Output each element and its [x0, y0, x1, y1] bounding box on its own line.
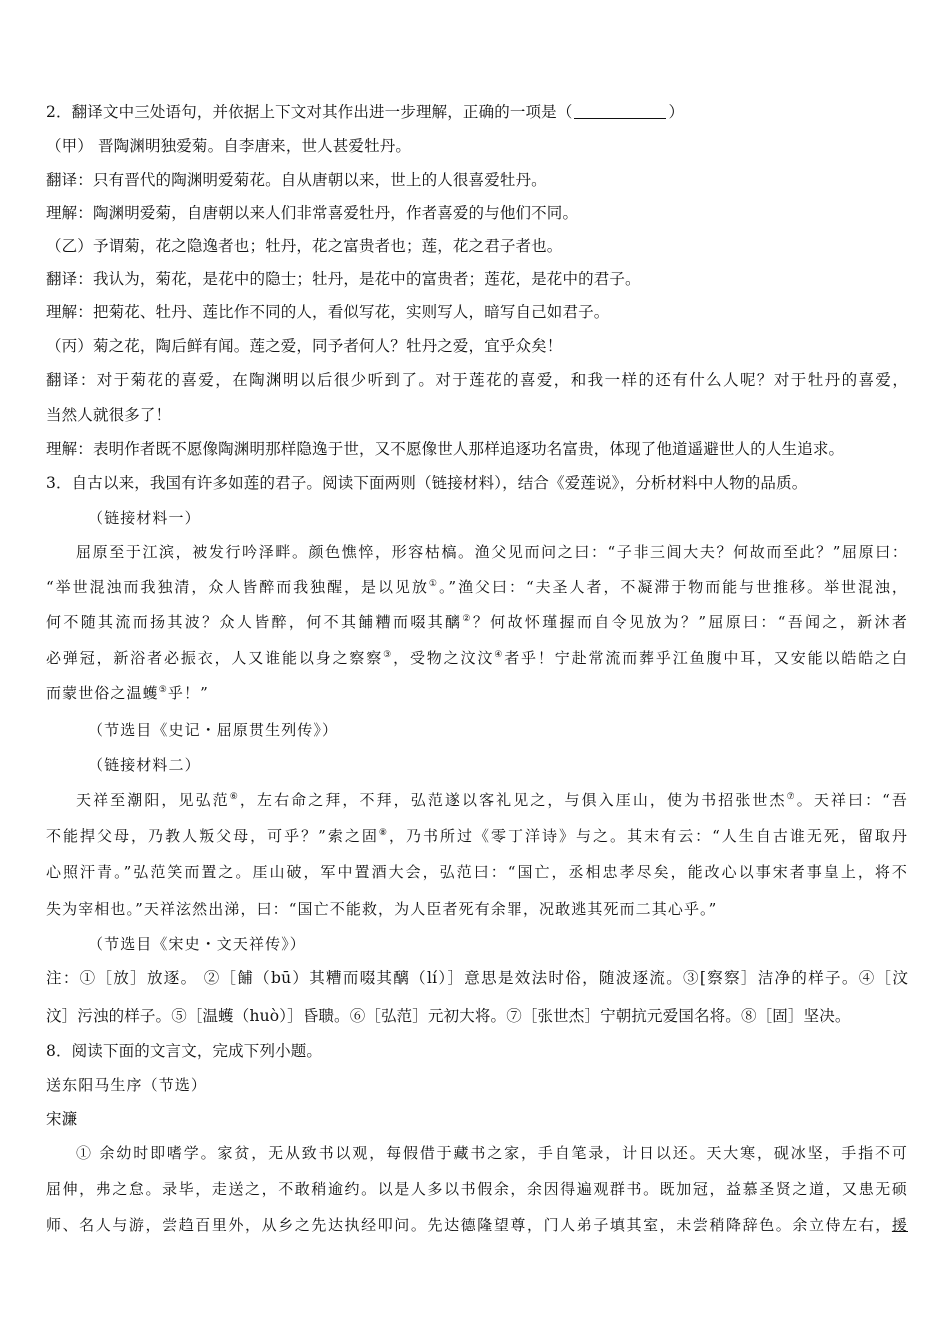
material-1-line1: 屈原至于江滨，被发行吟泽畔。颜色憔悴，形容枯槁。渔父见而问之曰：“子非三闾大夫？何故而至此？”屈原曰：	[76, 543, 908, 561]
q8-stem: 8．阅读下面的文言文，完成下列小题。	[46, 1042, 323, 1060]
note-ref-6: ⑥	[229, 792, 240, 802]
material-2-title: （链接材料二）	[88, 756, 201, 774]
passage-line1: ① 余幼时即嗜学。家贫，无从致书以观，每假借于藏书之家，手自笔录，计日以还。天大寒，砚冰坚，手指不可	[76, 1144, 908, 1162]
q2-stem: 2．翻译文中三处语句，并依据上下文对其作出进一步理解，正确的一项是（ ）	[46, 103, 685, 121]
passage-line3: 师、名人与游，尝趋百里外，从乡之先达执经叩问。先达德隆望尊，门人弟子填其室，未尝稍降辞色。余立侍左右，援	[46, 1216, 908, 1234]
notes-line1: 注：①［放］放逐。 ②［餔（bū）其糟而啜其醨（lí）］意思是效法时俗，随波逐流。③[察察］洁净的样子。④［汶	[46, 969, 909, 987]
q2-yi-understanding: 理解：把菊花、牡丹、莲比作不同的人，看似写花，实则写人，暗写自己如君子。	[46, 303, 610, 321]
q2-yi: （乙）予谓菊，花之隐逸者也；牡丹，花之富贵者也；莲，花之君子者也。	[46, 237, 563, 255]
material-1-line2: “举世混浊而我独清，众人皆醉而我独醒，是以见放①。”渔父曰：“夫圣人者，不凝滞于物而能与世推移。举世混浊，	[46, 578, 908, 596]
material-1-line4: 必弹冠，新浴者必振衣，人又谁能以身之察察③，受物之汶汶④者乎！宁赴常流而葬乎江鱼腹中耳，又安能以皓皓之白	[46, 649, 909, 667]
material-1-line5: 而蒙世俗之温蠖⑤乎！”	[46, 684, 209, 702]
material-2-line3: 心照汗青。”弘范笑而置之。厓山破，军中置酒大会，弘范曰：“国亡，丞相忠孝尽矣，能改心以事宋者事皇上，将不	[46, 863, 908, 881]
answer-blank[interactable]	[574, 102, 666, 119]
material-2-source: （节选目《宋史・文天祥传》）	[88, 935, 306, 953]
note-ref-3: ③	[383, 650, 394, 660]
passage-author: 宋濂	[46, 1110, 78, 1128]
notes-line2: 汶］污浊的样子。⑤［温蠖（huò）］昏聩。⑥［弘范］元初大将。⑦［张世杰］宁朝抗元爱国名将。⑧［固］坚决。	[46, 1007, 851, 1025]
note-ref-7: ⑦	[786, 792, 797, 802]
material-2-line4: 失为宰相也。”天祥泫然出涕，曰：“国亡不能救，为人臣者死有余罪，况敢逃其死而二其心乎。”	[46, 900, 718, 918]
q2-jia-understanding: 理解：陶渊明爱菊，自唐朝以来人们非常喜爱牡丹，作者喜爱的与他们不同。	[46, 204, 579, 222]
note-ref-4: ④	[494, 650, 505, 660]
note-ref-1: ①	[428, 579, 439, 589]
material-2-line2: 不能捍父母，乃教人叛父母，可乎？”索之固⑧，乃书所过《零丁洋诗》与之。其末有云：“人生自古谁无死，留取丹	[46, 827, 908, 845]
q3-stem: 3．自古以来，我国有许多如莲的君子。阅读下面两则（链接材料），结合《爱莲说》，分析材料中人物的品质。	[46, 474, 808, 492]
q2-bing-translation-line1: 翻译：对于菊花的喜爱，在陶渊明以后很少听到了。对于莲花的喜爱，和我一样的还有什么人呢？对于牡丹的喜爱，	[46, 371, 908, 389]
material-1-line3: 何不随其流而扬其波？众人皆醉，何不其餔糟而啜其醨②？何故怀瑾握而自令见放为？”屈原曰：“吾闻之，新沐者	[46, 613, 908, 631]
note-ref-8: ⑧	[378, 828, 389, 838]
material-2-line1: 天祥至潮阳，见弘范⑥，左右命之拜，不拜，弘范遂以客礼见之，与俱入厓山，使为书招张世杰⑦。天祥曰：“吾	[76, 791, 909, 809]
underlined-word: 援	[891, 1216, 908, 1234]
note-ref-2: ②	[462, 614, 473, 624]
note-ref-5: ⑤	[158, 685, 168, 695]
q2-bing-understanding: 理解：表明作者既不愿像陶渊明那样隐逸于世，又不愿像世人那样追逐功名富贵，体现了他道遥避世人的人生追求。	[46, 440, 845, 458]
passage-line2: 屈伸，弗之怠。录毕，走送之，不敢稍逾约。以是人多以书假余，余因得遍观群书。既加冠，益慕圣贤之道，又患无硕	[46, 1180, 908, 1198]
material-1-source: （节选目《史记・屈原贯生列传》）	[88, 721, 339, 739]
passage-title: 送东阳马生序（节选）	[46, 1076, 208, 1094]
material-1-title: （链接材料一）	[88, 509, 201, 527]
q2-jia-translation: 翻译：只有晋代的陶渊明爱菊花。自从唐朝以来，世上的人很喜爱牡丹。	[46, 171, 547, 189]
q2-bing-translation-line2: 当然人就很多了！	[46, 406, 172, 424]
q2-jia: （甲） 晋陶渊明独爱菊。自李唐来，世人甚爱牡丹。	[46, 137, 412, 155]
q2-yi-translation: 翻译：我认为，菊花，是花中的隐士；牡丹，是花中的富贵者；莲花，是花中的君子。	[46, 270, 641, 288]
q2-bing: （丙）菊之花，陶后鲜有闻。莲之爱，同予者何人？牡丹之爱，宜乎众矣！	[46, 337, 563, 355]
